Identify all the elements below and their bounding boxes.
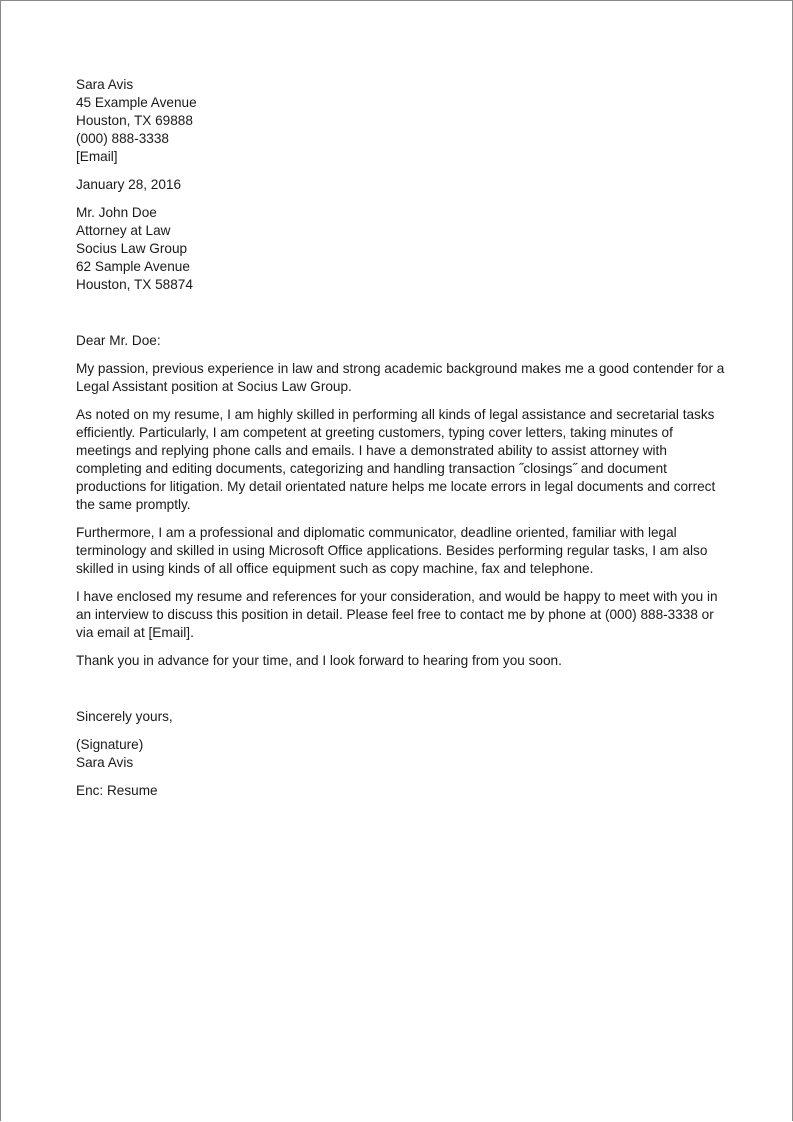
closing: Sincerely yours, xyxy=(76,709,173,724)
recipient-title: Attorney at Law xyxy=(76,223,171,238)
salutation: Dear Mr. Doe: xyxy=(76,333,161,348)
sender-address xyxy=(76,76,716,166)
signature-block xyxy=(76,736,716,772)
signature-placeholder: (Signature) xyxy=(76,737,144,752)
signer-name: Sara Avis xyxy=(76,755,134,770)
recipient-company: Socius Law Group xyxy=(76,241,188,256)
recipient-street: 62 Sample Avenue xyxy=(76,259,190,274)
body-paragraph: As noted on my resume, I am highly skilled in performing all kinds of legal assistance and secretarial tasks efficiently. Particularly, I am competent at greeting customers, typing cover letters, taking minutes of meetings and replying phone calls and emails. I have a demonstrated ability to assist attorney with completing and editing documents, categorizing and handling transaction ˝closings˝ and document productions for litigation. My detail orientated nature helps me locate errors in legal documents and correct the same promptly. xyxy=(76,407,716,512)
body-paragraph: Thank you in advance for your time, and I look forward to hearing from you soon. xyxy=(76,653,562,668)
enclosure: Enc: Resume xyxy=(76,783,158,798)
recipient-address xyxy=(76,204,716,294)
sender-name: Sara Avis xyxy=(76,77,134,92)
recipient-name: Mr. John Doe xyxy=(76,205,157,220)
sender-phone: (000) 888-3338 xyxy=(76,131,169,146)
recipient-city: Houston, TX 58874 xyxy=(76,277,193,292)
letter-date: January 28, 2016 xyxy=(76,177,182,192)
sender-street: 45 Example Avenue xyxy=(76,95,197,110)
body-paragraph: Furthermore, I am a professional and diplomatic communicator, deadline oriented, familiar with legal terminology and skilled in using Microsoft Office applications. Besides performing regular tasks, I am also skilled in using kinds of all office equipment such as copy machine, fax and telephone. xyxy=(76,525,708,576)
letter-body xyxy=(76,76,725,810)
body-paragraph: My passion, previous experience in law and strong academic background makes me a good contender for a Legal Assistant position at Socius Law Group. xyxy=(76,361,725,394)
sender-email: [Email] xyxy=(76,149,118,164)
sender-city: Houston, TX 69888 xyxy=(76,113,193,128)
body-paragraph: I have enclosed my resume and references for your consideration, and would be happy to meet with you in an interview to discuss this position in detail. Please feel free to contact me by phone at (000) 888-3338 or via email at [Email]. xyxy=(76,589,718,640)
